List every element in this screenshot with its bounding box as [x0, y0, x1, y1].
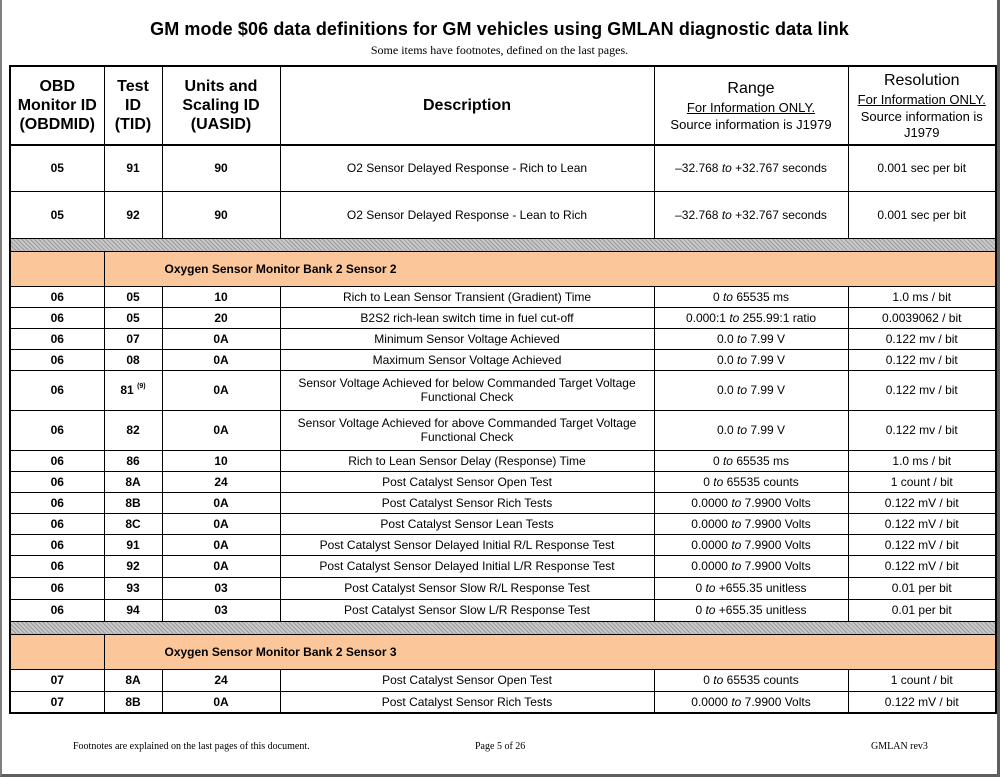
- section-spacer: [10, 634, 104, 669]
- table-row: [10, 370, 996, 410]
- resolution-cell: 0.122 mV / bit: [848, 555, 996, 577]
- resolution-cell: 0.001 sec per bit: [848, 191, 996, 238]
- resolution-cell: 0.01 per bit: [848, 577, 996, 599]
- obdmid-cell: 06: [10, 513, 104, 534]
- tid-value: 93: [126, 581, 140, 595]
- description-cell: B2S2 rich-lean switch time in fuel cut-off: [280, 307, 654, 328]
- uasid-cell: 20: [162, 307, 280, 328]
- divider-fill: [10, 238, 996, 251]
- tid-cell: [104, 492, 162, 513]
- header-range-title: Range: [727, 79, 775, 97]
- resolution-cell: 0.122 mv / bit: [848, 410, 996, 450]
- description-cell: Sensor Voltage Achieved for above Commanded Target Voltage Functional Check: [280, 410, 654, 450]
- tid-value: 92: [126, 207, 140, 222]
- resolution-cell: 0.122 mV / bit: [848, 492, 996, 513]
- resolution-cell: 0.122 mv / bit: [848, 370, 996, 410]
- tid-cell: [104, 328, 162, 349]
- resolution-cell: 1.0 ms / bit: [848, 286, 996, 307]
- range-cell: 0 to 65535 counts: [654, 471, 848, 492]
- range-cell: 0.000:1 to 255.99:1 ratio: [654, 307, 848, 328]
- range-cell: 0.0 to 7.99 V: [654, 349, 848, 370]
- uasid-cell: 03: [162, 577, 280, 599]
- range-cell: –32.768 to +32.767 seconds: [654, 145, 848, 191]
- obdmid-cell: 06: [10, 599, 104, 621]
- obdmid-cell: 06: [10, 307, 104, 328]
- obdmid-cell: 06: [10, 471, 104, 492]
- table-row: [10, 145, 996, 191]
- divider-fill: [10, 621, 996, 634]
- table-body: [10, 145, 996, 713]
- uasid-cell: 0A: [162, 370, 280, 410]
- description-cell: Rich to Lean Sensor Delay (Response) Time: [280, 450, 654, 471]
- range-cell: 0 to 65535 ms: [654, 286, 848, 307]
- tid-value: 91: [126, 161, 140, 176]
- range-cell: 0.0000 to 7.9900 Volts: [654, 691, 848, 713]
- tid-cell: [104, 471, 162, 492]
- obdmid-cell: 06: [10, 286, 104, 307]
- tid-value: 8C: [125, 516, 141, 531]
- tid-value: 91: [126, 537, 140, 552]
- description-cell: Maximum Sensor Voltage Achieved: [280, 349, 654, 370]
- resolution-cell: 1 count / bit: [848, 471, 996, 492]
- section-spacer: [10, 251, 104, 286]
- description-cell: Post Catalyst Sensor Slow L/R Response Test: [280, 599, 654, 621]
- tid-value: 81: [120, 383, 134, 397]
- resolution-cell: 0.122 mv / bit: [848, 349, 996, 370]
- header-resolution-title: Resolution: [883, 71, 960, 89]
- obdmid-cell: 06: [10, 370, 104, 410]
- resolution-cell: 0.122 mV / bit: [848, 513, 996, 534]
- obdmid-cell: 06: [10, 577, 104, 599]
- section-header-row: [10, 251, 996, 286]
- tid-value: 86: [126, 453, 140, 468]
- description-cell: Post Catalyst Sensor Delayed Initial R/L Response Test: [280, 534, 654, 555]
- table-header-row: [10, 66, 996, 145]
- footnote-ref: (9): [137, 383, 146, 390]
- section-divider: [10, 238, 996, 251]
- obdmid-cell: 05: [10, 145, 104, 191]
- tid-cell: [104, 669, 162, 691]
- tid-value: 8B: [125, 495, 141, 510]
- range-cell: 0.0000 to 7.9900 Volts: [654, 555, 848, 577]
- tid-cell: [104, 555, 162, 577]
- tid-cell: [104, 370, 162, 410]
- obdmid-cell: 06: [10, 450, 104, 471]
- obdmid-cell: 07: [10, 669, 104, 691]
- description-cell: Minimum Sensor Voltage Achieved: [280, 328, 654, 349]
- tid-value: 8A: [125, 673, 141, 687]
- tid-value: 07: [126, 331, 140, 346]
- resolution-cell: 0.122 mV / bit: [848, 534, 996, 555]
- section-title: Oxygen Sensor Monitor Bank 2 Sensor 2: [104, 251, 996, 286]
- uasid-cell: 0A: [162, 410, 280, 450]
- tid-cell: [104, 410, 162, 450]
- description-cell: Post Catalyst Sensor Slow R/L Response Test: [280, 577, 654, 599]
- resolution-cell: 1 count / bit: [848, 669, 996, 691]
- page-subtitle: Some items have footnotes, defined on the last pages.: [370, 43, 629, 57]
- tid-cell: [104, 349, 162, 370]
- uasid-cell: 10: [162, 450, 280, 471]
- uasid-cell: 10: [162, 286, 280, 307]
- table-row: [10, 534, 996, 555]
- description-cell: Post Catalyst Sensor Open Test: [280, 471, 654, 492]
- table-row: [10, 669, 996, 691]
- range-cell: 0.0000 to 7.9900 Volts: [654, 534, 848, 555]
- range-cell: 0 to +655.35 unitless: [654, 577, 848, 599]
- section-divider: [10, 621, 996, 634]
- description-cell: Post Catalyst Sensor Rich Tests: [280, 492, 654, 513]
- table-row: [10, 349, 996, 370]
- description-cell: Post Catalyst Sensor Delayed Initial L/R Response Test: [280, 555, 654, 577]
- uasid-cell: 90: [162, 191, 280, 238]
- description-cell: O2 Sensor Delayed Response - Lean to Rich: [280, 191, 654, 238]
- header-tid: Test ID (TID): [104, 66, 162, 145]
- tid-cell: [104, 599, 162, 621]
- tid-cell: [104, 450, 162, 471]
- mode06-definitions-table: [9, 65, 997, 714]
- uasid-cell: 0A: [162, 555, 280, 577]
- tid-value: 05: [126, 289, 140, 304]
- tid-value: 05: [126, 310, 140, 325]
- tid-cell: [104, 191, 162, 238]
- uasid-cell: 03: [162, 599, 280, 621]
- footer-note: Footnotes are explained on the last pages of this document.: [73, 741, 310, 752]
- obdmid-cell: 06: [10, 349, 104, 370]
- table-row: [10, 577, 996, 599]
- tid-value: 94: [126, 603, 140, 617]
- range-cell: 0.0 to 7.99 V: [654, 328, 848, 349]
- obdmid-cell: 06: [10, 534, 104, 555]
- uasid-cell: 24: [162, 669, 280, 691]
- uasid-cell: 0A: [162, 349, 280, 370]
- uasid-cell: 24: [162, 471, 280, 492]
- table-row: [10, 286, 996, 307]
- obdmid-cell: 05: [10, 191, 104, 238]
- obdmid-cell: 06: [10, 492, 104, 513]
- header-uasid: Units and Scaling ID (UASID): [162, 66, 280, 145]
- description-cell: Rich to Lean Sensor Transient (Gradient) Time: [280, 286, 654, 307]
- resolution-cell: 1.0 ms / bit: [848, 450, 996, 471]
- resolution-cell: 0.122 mv / bit: [848, 328, 996, 349]
- range-cell: 0 to 65535 ms: [654, 450, 848, 471]
- table-row: [10, 555, 996, 577]
- range-cell: 0.0 to 7.99 V: [654, 410, 848, 450]
- footer-revision: GMLAN rev3: [871, 741, 928, 752]
- header-resolution-note: For Information ONLY.: [857, 91, 986, 107]
- description-cell: O2 Sensor Delayed Response - Rich to Lean: [280, 145, 654, 191]
- section-title: Oxygen Sensor Monitor Bank 2 Sensor 3: [104, 634, 996, 669]
- description-cell: Sensor Voltage Achieved for below Commanded Target Voltage Functional Check: [280, 370, 654, 410]
- table-row: [10, 307, 996, 328]
- section-header-row: [10, 634, 996, 669]
- table-row: [10, 599, 996, 621]
- tid-cell: [104, 286, 162, 307]
- uasid-cell: 0A: [162, 691, 280, 713]
- table-row: [10, 471, 996, 492]
- table-row: [10, 410, 996, 450]
- range-cell: 0.0000 to 7.9900 Volts: [654, 492, 848, 513]
- header-resolution-source: Source information is J1979: [860, 108, 983, 140]
- page-title: GM mode $06 data definitions for GM vehicles using GMLAN diagnostic data link: [150, 19, 849, 39]
- footer-page-number: Page 5 of 26: [475, 741, 526, 752]
- range-cell: 0.0000 to 7.9900 Volts: [654, 513, 848, 534]
- obdmid-cell: 06: [10, 410, 104, 450]
- obdmid-cell: 07: [10, 691, 104, 713]
- tid-value: 92: [126, 559, 140, 573]
- table-row: [10, 191, 996, 238]
- range-cell: 0 to 65535 counts: [654, 669, 848, 691]
- uasid-cell: 0A: [162, 492, 280, 513]
- range-cell: 0 to +655.35 unitless: [654, 599, 848, 621]
- table-row: [10, 691, 996, 713]
- header-description: Description: [280, 66, 654, 145]
- tid-cell: [104, 513, 162, 534]
- description-cell: Post Catalyst Sensor Lean Tests: [280, 513, 654, 534]
- resolution-cell: 0.01 per bit: [848, 599, 996, 621]
- header-range-source: Source information is J1979: [670, 116, 832, 132]
- obdmid-cell: 06: [10, 555, 104, 577]
- uasid-cell: 90: [162, 145, 280, 191]
- uasid-cell: 0A: [162, 534, 280, 555]
- header-range: [654, 66, 848, 145]
- description-cell: Post Catalyst Sensor Rich Tests: [280, 691, 654, 713]
- tid-value: 08: [126, 352, 140, 367]
- header-range-note: For Information ONLY.: [686, 99, 816, 115]
- header-obdmid: OBD Monitor ID (OBDMID): [10, 66, 104, 145]
- range-cell: 0.0 to 7.99 V: [654, 370, 848, 410]
- tid-value: 8A: [125, 474, 141, 489]
- tid-cell: [104, 145, 162, 191]
- description-cell: Post Catalyst Sensor Open Test: [280, 669, 654, 691]
- resolution-cell: 0.122 mV / bit: [848, 691, 996, 713]
- tid-cell: [104, 534, 162, 555]
- tid-cell: [104, 307, 162, 328]
- resolution-cell: 0.001 sec per bit: [848, 145, 996, 191]
- uasid-cell: 0A: [162, 328, 280, 349]
- resolution-cell: 0.0039062 / bit: [848, 307, 996, 328]
- tid-value: 8B: [125, 694, 141, 709]
- uasid-cell: 0A: [162, 513, 280, 534]
- tid-cell: [104, 691, 162, 713]
- table-row: [10, 492, 996, 513]
- header-resolution: [848, 66, 996, 145]
- table-row: [10, 450, 996, 471]
- obdmid-cell: 06: [10, 328, 104, 349]
- range-cell: –32.768 to +32.767 seconds: [654, 191, 848, 238]
- tid-value: 82: [126, 423, 140, 437]
- table-row: [10, 513, 996, 534]
- tid-cell: [104, 577, 162, 599]
- table-row: [10, 328, 996, 349]
